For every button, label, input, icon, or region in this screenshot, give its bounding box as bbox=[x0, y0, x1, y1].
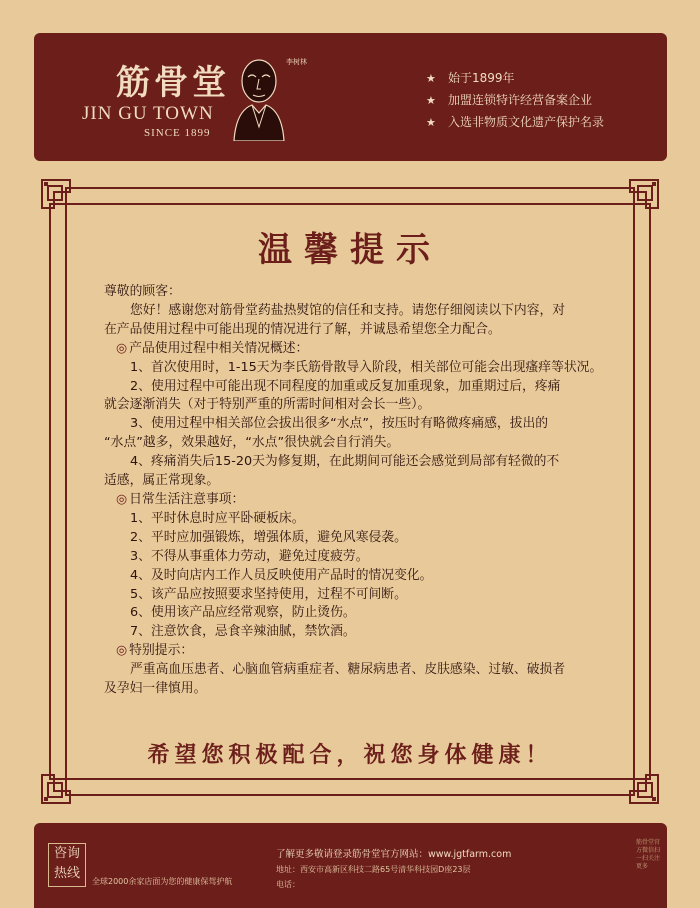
intro-line: 在产品使用过程中可能出现的情况进行了解，并诚恳希望您全力配合。 bbox=[104, 321, 501, 337]
list-item: 6、使用该产品应经常观察，防止烫伤。 bbox=[130, 605, 356, 621]
star-icon: ★ bbox=[426, 116, 436, 129]
hotline-caption: 全球2000余家店面为您的健康保驾护航 bbox=[92, 877, 233, 886]
highlight-text: 入选非物质文化遗产保护名录 bbox=[448, 115, 605, 129]
intro-line: 您好！感谢您对筋骨堂药盐热熨馆的信任和支持。请您仔细阅读以下内容，对 bbox=[130, 302, 566, 318]
section-heading bbox=[104, 491, 602, 510]
list-item: 5、该产品应按照要求坚持使用，过程不可间断。 bbox=[130, 586, 407, 602]
brand-english-name: JIN GU TOWN bbox=[82, 103, 214, 124]
portrait-caption: 李树林 bbox=[286, 58, 307, 66]
list-item: 适感，属正常现象。 bbox=[104, 473, 220, 489]
notice-title: 温馨提示 bbox=[258, 230, 442, 270]
hotline-label: 热线 bbox=[53, 866, 80, 881]
section-heading bbox=[104, 642, 602, 661]
greeting: 尊敬的顾客： bbox=[104, 284, 181, 299]
list-item: 3、不得从事重体力劳动，避免过度疲劳。 bbox=[130, 548, 369, 564]
hotline-label: 咨询 bbox=[53, 846, 80, 861]
hotline-badge bbox=[48, 843, 86, 887]
wechat-note: 筋骨堂官方微信扫一扫关注更多 bbox=[636, 839, 661, 870]
highlight-text: 加盟连锁特许经营备案企业 bbox=[448, 93, 593, 107]
list-item: 2、平时应加强锻炼，增强体质，避免风寒侵袭。 bbox=[130, 529, 407, 545]
circle-bullet-icon: ◎ bbox=[116, 491, 128, 507]
circle-bullet-icon: ◎ bbox=[116, 340, 128, 356]
section-heading-text: 产品使用过程中相关情况概述： bbox=[129, 340, 309, 356]
list-item: 就会逐渐消失（对于特别严重的所需时间相对会长一些）。 bbox=[104, 397, 431, 413]
list-item: 1、首次使用时，1-15天为李氏筋骨散导入阶段，相关部位可能会出现瘙痒等状况。 bbox=[130, 359, 602, 375]
circle-bullet-icon: ◎ bbox=[116, 643, 128, 659]
list-item: 2、使用过程中可能出现不同程度的加重或反复加重现象，加重期过后，疼痛 bbox=[130, 378, 561, 394]
list-item: “水点”越多，效果越好，“水点”很快就会自行消失。 bbox=[104, 435, 400, 451]
section-heading-text: 特别提示： bbox=[129, 643, 194, 659]
list-item: 4、疼痛消失后15-20天为修复期，在此期间可能还会感觉到局部有轻微的不 bbox=[130, 454, 560, 470]
highlight-item bbox=[426, 89, 604, 111]
phone-text: 电话： bbox=[276, 880, 300, 889]
list-item: 4、及时向店内工作人员反映使用产品时的情况变化。 bbox=[130, 567, 433, 583]
star-icon: ★ bbox=[426, 72, 436, 85]
brand-chinese-name: 筋骨堂 bbox=[116, 63, 230, 103]
highlight-item bbox=[426, 111, 604, 133]
section-heading-text: 日常生活注意事项： bbox=[129, 491, 245, 507]
list-item: 3、使用过程中相关部位会拔出很多“水点”，按压时有略微疼痛感，拔出的 bbox=[130, 416, 549, 432]
closing-slogan: 希望您积极配合，祝您身体健康！ bbox=[147, 742, 553, 768]
brand-since: SINCE 1899 bbox=[144, 127, 211, 139]
address-text: 地址：西安市高新区科技二路65号清华科技园D座23层 bbox=[276, 865, 471, 874]
section-heading bbox=[104, 340, 602, 359]
list-item: 严重高血压患者、心脑血管病重症者、糖尿病患者、皮肤感染、过敏、破损者 bbox=[130, 662, 566, 678]
founder-portrait-icon bbox=[230, 53, 288, 141]
list-item: 及孕妇一律慎用。 bbox=[104, 681, 207, 697]
highlight-item bbox=[426, 67, 604, 89]
notice-body bbox=[104, 283, 602, 699]
highlight-list bbox=[426, 67, 604, 133]
website-link[interactable]: 了解更多敬请登录筋骨堂官方网站：www.jgtfarm.com bbox=[276, 849, 512, 860]
list-item: 1、平时休息时应平卧硬板床。 bbox=[130, 510, 305, 526]
star-icon: ★ bbox=[426, 94, 436, 107]
footer-banner bbox=[34, 823, 667, 908]
highlight-text: 始于1899年 bbox=[448, 71, 515, 85]
header-banner bbox=[34, 33, 667, 161]
list-item: 7、注意饮食，忌食辛辣油腻，禁饮酒。 bbox=[130, 624, 356, 640]
